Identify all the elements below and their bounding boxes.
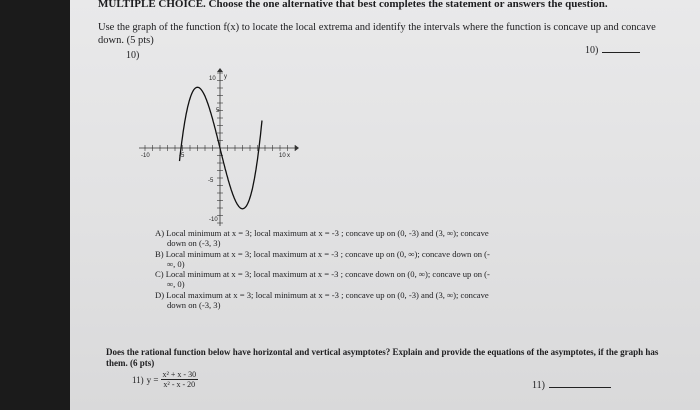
choice-b-text: Local minimum at x = 3; local maximum at x = -3 ; concave up on (0, ∞); concave down on (-	[165, 248, 490, 259]
x-axis-arrow	[295, 145, 299, 151]
choice-d-text-cont: down on (-3, 3)	[167, 300, 221, 311]
question-11-text-block	[106, 347, 666, 369]
question-11-number: 11)	[132, 374, 144, 385]
choice-c-text-cont: ∞, 0)	[167, 279, 185, 290]
x-axis-name: x	[287, 153, 290, 159]
choice-a[interactable]	[155, 228, 575, 249]
question-11-equation	[132, 370, 198, 389]
choice-a-text: Local minimum at x = 3; local maximum at x = -3 ; concave up on (0, -3) and (3, ∞); concave	[166, 228, 489, 238]
choice-a-text-cont: down on (-3, 3)	[167, 238, 221, 249]
choice-c-text: Local minimum at x = 3; local maximum at x = -3 ; concave down on (0, ∞); concave up on (-	[165, 269, 490, 280]
choice-b-letter: B)	[155, 248, 164, 259]
question-10-number: 10)	[126, 50, 140, 61]
question-10-text: Use the graph of the function f(x) to locate the local extrema and identify the intervals where the function is concave up and concave down.	[98, 22, 656, 46]
y-bottom-label: -10	[209, 217, 218, 223]
equation-fraction	[161, 370, 199, 389]
answer-blank-11[interactable]	[549, 387, 611, 388]
answer-blank[interactable]	[602, 52, 640, 53]
x-left-label: -10	[141, 153, 150, 159]
question-11-answer-label: 11)	[532, 380, 545, 391]
question-11-points: (6 pts)	[130, 358, 155, 368]
choice-d[interactable]	[155, 290, 575, 311]
section-header: MULTIPLE CHOICE. Choose the one alternative that best completes the statement or answers the question.	[98, 0, 608, 10]
equation-denominator: x² - x - 20	[163, 380, 196, 389]
question-11-answer-slot[interactable]	[532, 380, 611, 391]
x-left-small-label: -5	[179, 153, 185, 159]
choice-a-letter: A)	[155, 228, 165, 238]
y-axis-name: y	[224, 74, 227, 80]
y-mid-neg-label: -5	[208, 178, 214, 184]
function-graph	[135, 68, 315, 228]
question-10-answer-slot[interactable]	[585, 45, 640, 56]
equation-numerator: x² + x - 30	[162, 370, 197, 379]
choice-c[interactable]	[155, 269, 575, 290]
question-10-answer-label: 10)	[585, 45, 599, 56]
equation-y-label: y =	[146, 374, 159, 385]
y-top-label: 10	[209, 76, 216, 82]
worksheet-page	[70, 0, 700, 410]
question-10-points: (5 pts)	[126, 35, 154, 46]
question-11-text: Does the rational function below have horizontal and vertical asymptotes? Explain and provide the equations of the asymptotes, if the graph has them.	[106, 347, 659, 368]
choice-d-letter: D)	[155, 289, 165, 300]
x-right-label: 10	[279, 153, 286, 159]
choice-b-text-cont: ∞, 0)	[167, 258, 185, 269]
choice-b[interactable]	[155, 249, 575, 270]
question-10-instructions	[98, 21, 658, 47]
y-axis-arrow	[217, 68, 223, 72]
choice-c-letter: C)	[155, 269, 164, 280]
y-mid-label: 5	[216, 108, 220, 114]
choice-d-text: Local maximum at x = 3; local minimum at x = -3 ; concave up on (0, -3) and (3, ∞); concave	[166, 289, 489, 300]
answer-choices	[155, 228, 575, 310]
